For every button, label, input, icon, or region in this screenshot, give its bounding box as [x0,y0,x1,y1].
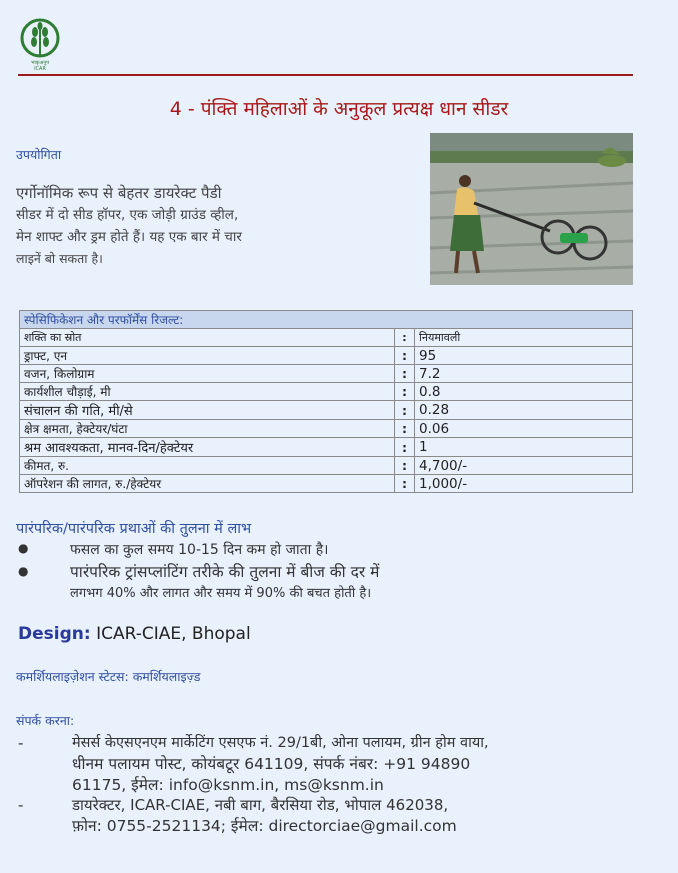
utility-line: मेन शाफ्ट और ड्रम होते हैं। यह एक बार में चार [16,229,242,245]
contact-dash: - [18,734,24,752]
contact-line: 61175, ईमेल: info@ksnm.in, ms@ksnm.in [72,776,384,794]
table-row [20,420,633,438]
utility-heading: उपयोगिता [16,147,62,162]
utility-description [16,182,306,270]
benefits-heading: पारंपरिक/पारंपरिक प्रथाओं की तुलना में लाभ [16,521,252,537]
benefit-item: पारंपरिक ट्रांसप्लांटिंग तरीके की तुलना में बीज की दर में [70,563,380,581]
seeder-photo [430,133,633,285]
spec-separator: : [395,383,415,401]
spec-separator: : [395,420,415,438]
page-title: 4 - पंक्ति महिलाओं के अनुकूल प्रत्यक्ष धान सीडर [169,98,509,120]
table-row [20,347,633,365]
table-row [20,457,633,475]
spec-value: 95 [415,347,633,365]
spec-separator: : [395,329,415,347]
spec-label: संचालन की गति, मी/से [20,401,395,420]
spec-separator: : [395,401,415,420]
contact-line: धीनम पलायम पोस्ट, कोयंबटूर 641109, संपर्क नंबर: +91 94890 [72,755,471,773]
spec-table-header [20,311,633,329]
header-divider [18,74,633,76]
spec-heading: स्पेसिफिकेशन और परफॉर्मेंस रिजल्ट: [20,311,633,329]
spec-label: वजन, किलोग्राम [20,365,395,383]
spec-label: ऑपरेशन की लागत, रु./हेक्टेयर [20,475,395,493]
design-value: ICAR-CIAE, Bhopal [96,624,251,644]
spec-label: शक्ति का स्रोत [20,329,395,347]
table-row [20,329,633,347]
spec-value: 0.28 [415,401,633,420]
spec-value: 7.2 [415,365,633,383]
spec-label: कार्यशील चौड़ाई, मी [20,383,395,401]
contact-heading: संपर्क करना: [16,713,75,728]
table-row [20,401,633,420]
benefit-item: लगभग 40% और लागत और समय में 90% की बचत होती है। [70,586,372,601]
spec-value: 4,700/- [415,457,633,475]
design-label: Design: [18,624,91,644]
spec-separator: : [395,365,415,383]
spec-value: 1,000/- [415,475,633,493]
table-row [20,438,633,457]
utility-line: एर्गोनॉमिक रूप से बेहतर डायरेक्ट पैडी [16,184,222,202]
contact-dash: - [18,796,24,814]
contact-line: मेसर्स केएसएनएम मार्केटिंग एसएफ नं. 29/1बी, ओना पलायम, ग्रीन होम वाया, [72,735,489,751]
spec-label: श्रम आवश्यकता, मानव-दिन/हेक्टेयर [20,438,395,457]
spec-table [19,310,633,493]
spec-value: 1 [415,438,633,457]
spec-separator: : [395,347,415,365]
spec-label: ड्राफ्ट, एन [20,347,395,365]
spec-separator: : [395,438,415,457]
table-row [20,475,633,493]
spec-separator: : [395,475,415,493]
commercial-status: कमर्शियलाइज़ेशन स्टेटस: कमर्शियलाइज़्ड [16,669,201,684]
spec-value: नियमावली [415,329,633,347]
bullet-icon: ● [18,564,29,578]
table-row [20,365,633,383]
utility-line: सीडर में दो सीड हॉपर, एक जोड़ी ग्राउंड व्हील, [16,207,239,223]
spec-label: क्षेत्र क्षमता, हेक्टेयर/घंटा [20,420,395,438]
utility-line: लाइनें बो सकता है। [16,251,103,266]
contact-line: डायरेक्टर, ICAR-CIAE, नबी बाग, बैरसिया रोड, भोपाल 462038, [72,796,449,814]
spec-label: कीमत, रु. [20,457,395,475]
bullet-icon: ● [18,541,29,555]
spec-value: 0.06 [415,420,633,438]
spec-value: 0.8 [415,383,633,401]
design-credit [18,624,251,644]
table-row [20,383,633,401]
contact-item [72,733,572,796]
spec-separator: : [395,457,415,475]
benefit-item: फसल का कुल समय 10-15 दिन कम हो जाता है। [70,542,329,558]
contact-line: फ़ोन: 0755-2521134; ईमेल: directorciae@gmail.com [72,817,457,835]
contact-item [72,795,572,837]
logo-caption: भाकृअनुप ICAR [30,60,50,72]
